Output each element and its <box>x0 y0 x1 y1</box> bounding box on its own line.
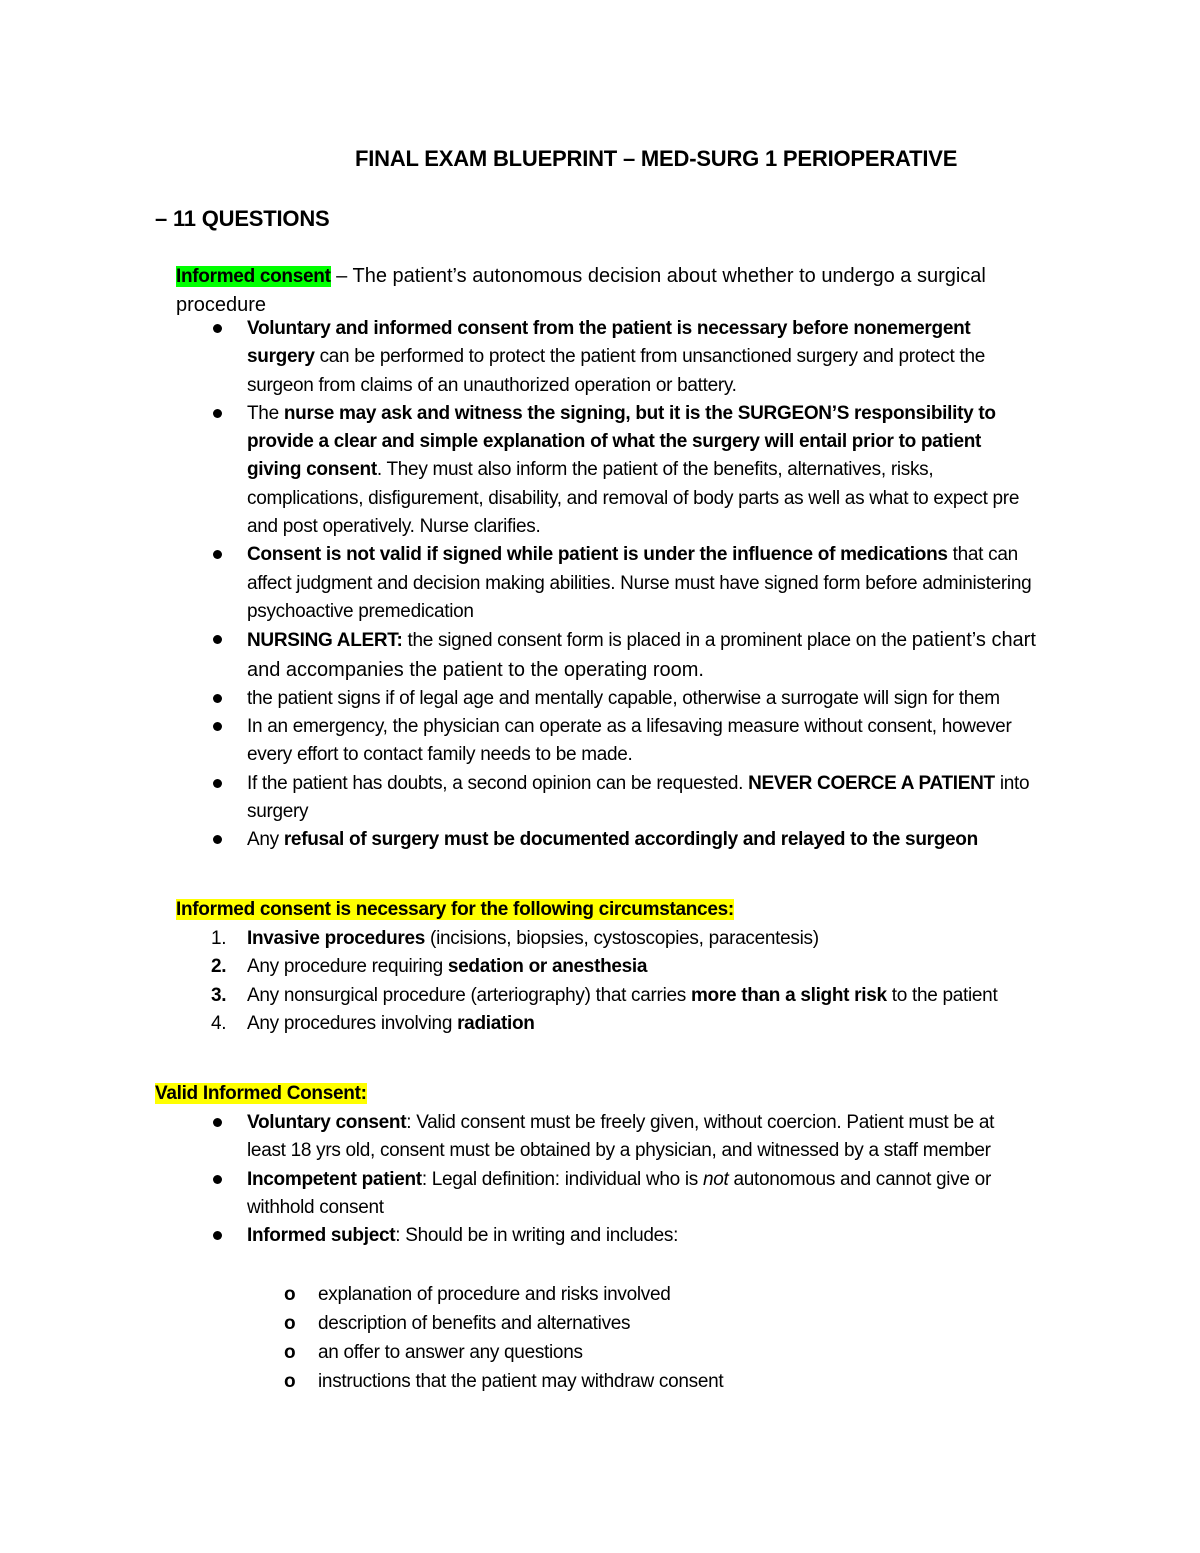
consent-bullet-list <box>247 315 1037 855</box>
intro-definition-text: The patient’s autonomous decision about whether to undergo a surgical procedure <box>176 265 986 316</box>
bullet-icon <box>213 1231 222 1240</box>
list-number: 4. <box>211 1012 227 1034</box>
list-item: 4. Any procedures involving radiation <box>247 1010 1037 1038</box>
circumstances-heading: Informed consent is necessary for the following circumstances: <box>176 899 734 920</box>
valid-consent-bullet-list <box>247 1109 1037 1250</box>
document-title: FINAL EXAM BLUEPRINT – MED-SURG 1 PERIOPERATIVE <box>355 146 958 171</box>
list-number: 2. <box>211 956 227 978</box>
circumstances-numbered-list <box>211 925 1037 1038</box>
list-item: o an offer to answer any questions <box>318 1338 1018 1367</box>
bullet-icon <box>213 409 222 418</box>
list-item: Consent is not valid if signed while patient is under the influence of medications that can affect judgment and decision making abilities. Nurse must have signed form before administering psychoactive premedication <box>247 541 1037 626</box>
circle-bullet-icon: o <box>284 1371 296 1392</box>
circle-bullet-icon: o <box>284 1342 296 1363</box>
list-item: Any refusal of surgery must be documented accordingly and relayed to the surgeon <box>247 826 1037 854</box>
bullet-icon <box>213 779 222 788</box>
list-item: o explanation of procedure and risks involved <box>318 1280 1018 1309</box>
intro-definition <box>176 262 1056 319</box>
bullet-icon <box>213 722 222 731</box>
list-item: o description of benefits and alternatives <box>318 1309 1018 1338</box>
bullet-icon <box>213 835 222 844</box>
list-item: NURSING ALERT: the signed consent form is placed in a prominent place on the patient’s chart and accompanies the patient to the operating room. <box>247 626 1037 685</box>
list-item: Voluntary and informed consent from the patient is necessary before nonemergent surgery can be performed to protect the patient from unsanctioned surgery and protect the surgeon from claims of an unauthorized operation or battery. <box>247 315 1037 400</box>
list-number: 3. <box>211 984 227 1006</box>
list-item: If the patient has doubts, a second opinion can be requested. NEVER COERCE A PATIENT into surgery <box>247 770 1037 827</box>
list-item: Informed subject: Should be in writing and includes: <box>247 1222 1037 1250</box>
intro-dash: – <box>330 265 353 287</box>
list-item: the patient signs if of legal age and mentally capable, otherwise a surrogate will sign for them <box>247 685 1037 713</box>
informed-consent-term: Informed consent <box>176 266 331 287</box>
bullet-icon <box>213 550 222 559</box>
bullet-icon <box>213 1175 222 1184</box>
list-item: Incompetent patient: Legal definition: individual who is not autonomous and cannot give or withhold consent <box>247 1166 1037 1223</box>
valid-consent-heading: Valid Informed Consent: <box>155 1083 367 1104</box>
bullet-icon <box>213 694 222 703</box>
document-subtitle: – 11 QUESTIONS <box>155 206 330 231</box>
circle-bullet-icon: o <box>284 1313 296 1334</box>
list-item: 1. Invasive procedures (incisions, biopsies, cystoscopies, paracentesis) <box>247 925 1037 953</box>
list-item: 2. Any procedure requiring sedation or anesthesia <box>247 953 1037 981</box>
list-number: 1. <box>211 928 227 949</box>
list-item: The nurse may ask and witness the signing, but it is the SURGEON’S responsibility to provide a clear and simple explanation of what the surgery will entail prior to patient giving consent. They must also inform the patient of the benefits, alternatives, risks, complications, disfigurement, disability, and removal of body parts as well as what to expect pre and post operatively. Nurse clarifies. <box>247 400 1037 541</box>
list-item: Voluntary consent: Valid consent must be freely given, without coercion. Patient must be at least 18 yrs old, consent must be obtained by a physician, and witnessed by a staff member <box>247 1109 1037 1166</box>
list-item: o instructions that the patient may withdraw consent <box>318 1367 1018 1396</box>
bullet-icon <box>213 635 222 644</box>
informed-subject-sublist <box>284 1280 1018 1396</box>
list-item: 3. Any nonsurgical procedure (arteriography) that carries more than a slight risk to the patient <box>247 982 1037 1010</box>
bullet-icon <box>213 324 222 333</box>
circle-bullet-icon: o <box>284 1284 296 1305</box>
bullet-icon <box>213 1118 222 1127</box>
list-item: In an emergency, the physician can operate as a lifesaving measure without consent, however every effort to contact family needs to be made. <box>247 713 1037 770</box>
